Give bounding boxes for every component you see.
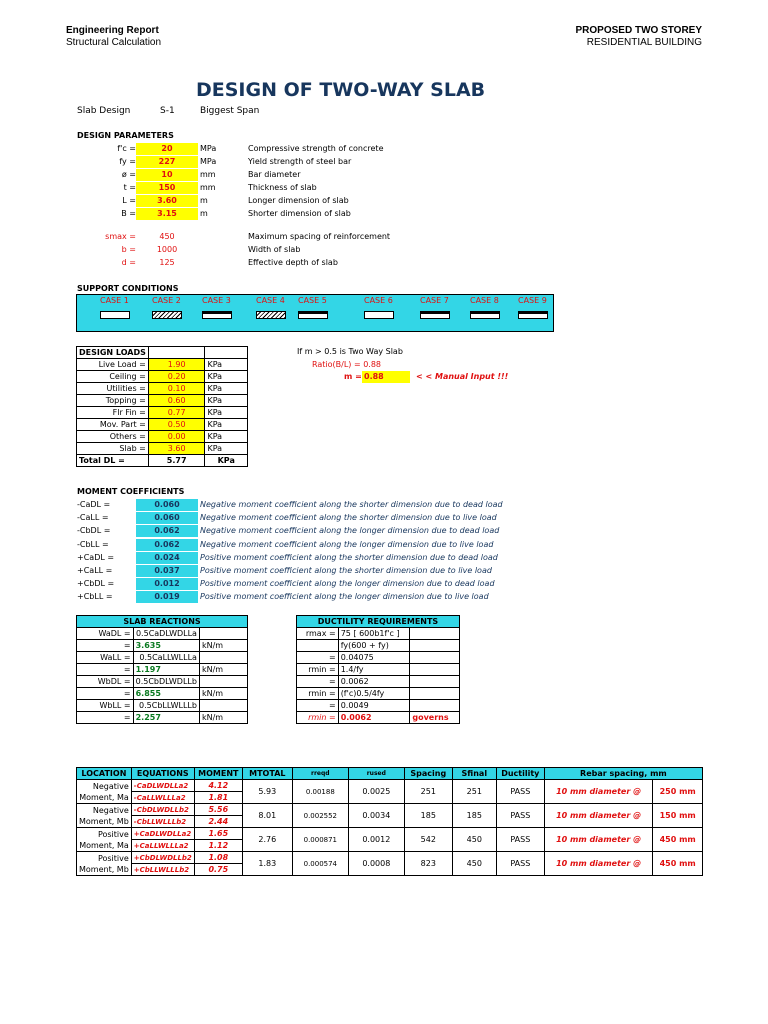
results-spacing: 185	[404, 804, 452, 828]
case-label: CASE 8	[470, 296, 499, 305]
results-bar-spacing: 150 mm	[653, 804, 703, 828]
results-equation: +CaLLWLLLa2	[131, 840, 194, 852]
reaction-unit: kN/m	[199, 688, 247, 700]
ductility-label: rmin =	[297, 688, 339, 700]
coef-desc: Negative moment coefficient along the shorter dimension due to live load	[200, 513, 497, 523]
ductility-value: 75 [ 600b1f'c ]	[338, 628, 410, 640]
results-header: EQUATIONS	[131, 768, 194, 780]
coef-value: 0.062	[136, 539, 198, 551]
results-rused: 0.0034	[348, 804, 404, 828]
results-spacing: 251	[404, 780, 452, 804]
ductility-extra	[410, 664, 460, 676]
header-right-title: PROPOSED TWO STOREY	[575, 25, 702, 36]
param-desc: Maximum spacing of reinforcement	[248, 232, 391, 241]
header-right-sub: RESIDENTIAL BUILDING	[586, 37, 702, 48]
results-bar: 10 mm diameter @	[544, 804, 653, 828]
case-slab-diagram[interactable]	[298, 311, 328, 319]
param-symbol: d =	[121, 258, 136, 267]
load-value[interactable]: 0.00	[148, 431, 205, 443]
results-spacing: 823	[404, 852, 452, 876]
results-header: rreqd	[292, 768, 348, 780]
reaction-label: =	[77, 712, 134, 724]
reaction-label: WbDL =	[77, 676, 134, 688]
results-rused: 0.0025	[348, 780, 404, 804]
case-label: CASE 2	[152, 296, 181, 305]
results-header: MOMENT	[194, 768, 242, 780]
results-table	[76, 767, 703, 876]
reaction-value: 6.855	[133, 688, 199, 700]
reaction-label: =	[77, 664, 134, 676]
param-symbol: ø =	[121, 170, 136, 179]
results-rused: 0.0012	[348, 828, 404, 852]
results-ductility: PASS	[496, 804, 544, 828]
param-desc: Yield strength of steel bar	[248, 157, 352, 166]
coef-value: 0.060	[136, 512, 198, 524]
param-symbol: b =	[121, 245, 136, 254]
load-unit: KPa	[205, 383, 248, 395]
case-label: CASE 7	[420, 296, 449, 305]
coef-symbol: +CbLL =	[77, 592, 113, 602]
param-value: 1000	[156, 245, 178, 254]
location-line: Moment, Ma	[79, 792, 129, 802]
reaction-label: WbLL =	[77, 700, 134, 712]
ductility-value: (f'c)0.5/4fy	[338, 688, 410, 700]
coef-value: 0.062	[136, 525, 198, 537]
reaction-label: WaLL =	[77, 652, 134, 664]
results-rreqd: 0.000574	[292, 852, 348, 876]
load-unit: KPa	[205, 395, 248, 407]
param-value[interactable]: 150	[136, 182, 198, 194]
results-ductility: PASS	[496, 780, 544, 804]
results-location	[77, 852, 132, 876]
two-way-note: If m > 0.5 is Two Way Slab	[297, 347, 403, 356]
case-label: CASE 3	[202, 296, 231, 305]
results-equation: -CbLLWLLLb2	[131, 816, 194, 828]
param-unit: mm	[200, 170, 216, 179]
results-mtotal: 5.93	[242, 780, 292, 804]
param-value: 450	[159, 232, 175, 241]
param-desc: Effective depth of slab	[248, 258, 338, 267]
case-slab-diagram[interactable]	[518, 311, 548, 319]
coef-symbol: +CbDL =	[77, 579, 115, 589]
results-header: MTOTAL	[242, 768, 292, 780]
total-dl-value: 5.77	[148, 455, 205, 467]
param-unit: m	[200, 196, 208, 205]
ductility-label: =	[297, 700, 339, 712]
case-label: CASE 5	[298, 296, 327, 305]
reaction-unit: kN/m	[199, 640, 247, 652]
ductility-value: 1.4/fy	[338, 664, 410, 676]
load-value[interactable]: 0.10	[148, 383, 205, 395]
results-rreqd: 0.00188	[292, 780, 348, 804]
manual-input-note: < < Manual Input !!!	[416, 372, 509, 381]
load-value[interactable]: 0.50	[148, 419, 205, 431]
ductility-value: 0.04075	[338, 652, 410, 664]
load-label: Others =	[77, 431, 149, 443]
load-value[interactable]: 0.60	[148, 395, 205, 407]
reaction-unit	[199, 628, 247, 640]
results-moment: 1.81	[194, 792, 242, 804]
results-sfinal: 185	[452, 804, 496, 828]
results-moment: 1.08	[194, 852, 242, 864]
coef-value: 0.019	[136, 591, 198, 603]
results-header: Sfinal	[452, 768, 496, 780]
ductility-value: 0.0062	[338, 676, 410, 688]
location-line: Moment, Ma	[79, 840, 129, 850]
slab-desc: Biggest Span	[200, 106, 260, 116]
param-symbol: smax =	[105, 232, 136, 241]
results-bar-spacing: 450 mm	[653, 828, 703, 852]
results-equation: -CbDLWDLLb2	[131, 804, 194, 816]
results-bar: 10 mm diameter @	[544, 828, 653, 852]
results-location	[77, 780, 132, 804]
ductility-extra	[410, 640, 460, 652]
reaction-unit	[199, 700, 247, 712]
coef-desc: Positive moment coefficient along the shorter dimension due to dead load	[200, 552, 498, 562]
case-slab-diagram[interactable]	[152, 311, 182, 319]
results-header: Ductility	[496, 768, 544, 780]
results-moment: 2.44	[194, 816, 242, 828]
moment-coef-heading: MOMENT COEFFICIENTS	[77, 487, 185, 496]
reaction-unit	[199, 676, 247, 688]
load-label: Live Load =	[77, 359, 149, 371]
reaction-value: 0.5CbLLWLLLb	[133, 700, 199, 712]
load-label: Mov. Part =	[77, 419, 149, 431]
coef-value: 0.024	[136, 552, 198, 564]
total-dl-label: Total DL =	[77, 455, 149, 467]
ductility-value: fy(600 + fy)	[338, 640, 410, 652]
results-mtotal: 8.01	[242, 804, 292, 828]
load-unit: KPa	[205, 419, 248, 431]
slab-design-label: Slab Design	[77, 106, 131, 116]
slab-reactions-table	[76, 615, 248, 724]
case-slab-diagram[interactable]	[256, 311, 286, 319]
results-header: LOCATION	[77, 768, 132, 780]
results-sfinal: 450	[452, 828, 496, 852]
results-rreqd: 0.002552	[292, 804, 348, 828]
support-heading: SUPPORT CONDITIONS	[77, 284, 179, 293]
case-label: CASE 4	[256, 296, 285, 305]
load-value[interactable]: 3.60	[148, 443, 205, 455]
location-line: Negative	[92, 805, 129, 815]
coef-desc: Positive moment coefficient along the shorter dimension due to live load	[200, 566, 492, 575]
results-header: Rebar spacing, mm	[544, 768, 702, 780]
ductility-label: rmin =	[297, 712, 339, 724]
load-label: Topping =	[77, 395, 149, 407]
results-moment: 1.12	[194, 840, 242, 852]
load-label: Flr Fin =	[77, 407, 149, 419]
results-equation: -CaDLWDLLa2	[131, 780, 194, 792]
results-equation: +CbDLWDLLb2	[131, 852, 194, 864]
param-value[interactable]: 10	[136, 169, 198, 181]
location-line: Moment, Mb	[79, 864, 129, 874]
coef-symbol: +CaLL =	[77, 566, 113, 575]
results-mtotal: 1.83	[242, 852, 292, 876]
param-desc: Compressive strength of concrete	[248, 144, 384, 153]
case-label: CASE 9	[518, 296, 547, 305]
results-spacing: 542	[404, 828, 452, 852]
reaction-value: 3.635	[133, 640, 199, 652]
param-desc: Longer dimension of slab	[248, 196, 349, 205]
loads-cell	[205, 347, 248, 359]
load-value[interactable]: 1.90	[148, 359, 205, 371]
param-unit: m	[200, 209, 208, 218]
ductility-label: rmax =	[297, 628, 339, 640]
load-unit: KPa	[205, 359, 248, 371]
load-value[interactable]: 0.77	[148, 407, 205, 419]
coef-symbol: -CaDL =	[77, 500, 111, 509]
results-moment: 4.12	[194, 780, 242, 792]
results-equation: +CaDLWDLLa2	[131, 828, 194, 840]
ductility-label: rmin =	[297, 664, 339, 676]
load-label: Ceiling =	[77, 371, 149, 383]
coef-symbol: -CaLL =	[77, 513, 109, 523]
reaction-label: =	[77, 640, 134, 652]
param-value[interactable]: 20	[136, 143, 198, 155]
coef-desc: Positive moment coefficient along the longer dimension due to live load	[200, 592, 489, 602]
results-bar: 10 mm diameter @	[544, 852, 653, 876]
ductility-label	[297, 640, 339, 652]
results-sfinal: 251	[452, 780, 496, 804]
header-left-title: Engineering Report	[66, 25, 159, 36]
design-params-heading: DESIGN PARAMETERS	[77, 131, 174, 140]
case-label: CASE 1	[100, 296, 129, 305]
results-bar: 10 mm diameter @	[544, 780, 653, 804]
param-desc: Shorter dimension of slab	[248, 209, 351, 218]
case-slab-diagram[interactable]	[420, 311, 450, 319]
coef-symbol: +CaDL =	[77, 552, 115, 562]
ductility-extra	[410, 688, 460, 700]
reaction-value: 1.197	[133, 664, 199, 676]
coef-desc: Negative moment coefficient along the longer dimension due to live load	[200, 539, 494, 549]
header-left-sub: Structural Calculation	[66, 37, 162, 48]
reaction-label: =	[77, 688, 134, 700]
results-ductility: PASS	[496, 852, 544, 876]
loads-cell	[148, 347, 205, 359]
param-desc: Bar diameter	[248, 170, 301, 179]
results-moment: 1.65	[194, 828, 242, 840]
case-slab-diagram[interactable]	[100, 311, 130, 319]
ductility-extra	[410, 628, 460, 640]
load-unit: KPa	[205, 443, 248, 455]
results-moment: 5.56	[194, 804, 242, 816]
param-unit: MPa	[200, 144, 217, 153]
coef-desc: Negative moment coefficient along the shorter dimension due to dead load	[200, 500, 503, 509]
slab-id: S-1	[160, 106, 175, 116]
reactions-heading: SLAB REACTIONS	[77, 616, 248, 628]
results-ductility: PASS	[496, 828, 544, 852]
reaction-value: 2.257	[133, 712, 199, 724]
results-bar-spacing: 250 mm	[653, 780, 703, 804]
param-unit: MPa	[200, 157, 217, 166]
load-unit: KPa	[205, 431, 248, 443]
ductility-heading: DUCTILITY REQUIREMENTS	[297, 616, 460, 628]
results-moment: 0.75	[194, 864, 242, 876]
results-bar-spacing: 450 mm	[653, 852, 703, 876]
page-title: DESIGN OF TWO-WAY SLAB	[196, 79, 486, 101]
total-dl-unit: KPa	[205, 455, 248, 467]
param-symbol: t =	[123, 183, 136, 192]
design-loads-table	[76, 346, 248, 467]
reaction-unit	[199, 652, 247, 664]
ductility-extra	[410, 700, 460, 712]
load-unit: KPa	[205, 407, 248, 419]
location-line: Negative	[92, 781, 129, 791]
case-slab-diagram[interactable]	[202, 311, 232, 319]
ductility-table	[296, 615, 460, 724]
ductility-label: =	[297, 652, 339, 664]
load-unit: KPa	[205, 371, 248, 383]
location-line: Positive	[97, 853, 129, 863]
load-label: Slab =	[77, 443, 149, 455]
load-label: Utilities =	[77, 383, 149, 395]
coef-symbol: -CbLL =	[77, 539, 109, 549]
m-value[interactable]: 0.88	[362, 371, 410, 383]
results-sfinal: 450	[452, 852, 496, 876]
reaction-value: 0.5CbDLWDLLb	[133, 676, 199, 688]
ratio-text: Ratio(B/L) = 0.88	[312, 360, 382, 369]
reaction-label: WaDL =	[77, 628, 134, 640]
ductility-value: 0.0062	[338, 712, 410, 724]
param-desc: Thickness of slab	[248, 183, 317, 192]
param-desc: Width of slab	[248, 245, 301, 254]
coef-desc: Positive moment coefficient along the longer dimension due to dead load	[200, 579, 495, 589]
results-rused: 0.0008	[348, 852, 404, 876]
param-value[interactable]: 3.60	[136, 195, 198, 207]
param-unit: mm	[200, 183, 216, 192]
case-slab-diagram[interactable]	[364, 311, 394, 319]
param-symbol: B =	[121, 209, 136, 218]
param-value[interactable]: 3.15	[136, 208, 198, 220]
param-symbol: L =	[122, 196, 136, 205]
location-line: Moment, Mb	[79, 816, 129, 826]
ductility-label: =	[297, 676, 339, 688]
ductility-extra	[410, 676, 460, 688]
reaction-value: 0.5CaDLWDLLa	[133, 628, 199, 640]
param-symbol: fy =	[119, 157, 136, 166]
loads-heading: DESIGN LOADS	[77, 347, 149, 359]
ductility-extra: governs	[410, 712, 460, 724]
param-value: 125	[159, 258, 175, 267]
case-slab-diagram[interactable]	[470, 311, 500, 319]
coef-value: 0.060	[136, 499, 198, 511]
results-rreqd: 0.000871	[292, 828, 348, 852]
ductility-extra	[410, 652, 460, 664]
coef-symbol: -CbDL =	[77, 526, 111, 536]
coef-value: 0.012	[136, 578, 198, 590]
param-value[interactable]: 227	[136, 156, 198, 168]
ductility-value: 0.0049	[338, 700, 410, 712]
reaction-value: 0.5CaLLWLLLa	[133, 652, 199, 664]
reaction-unit: kN/m	[199, 712, 247, 724]
case-label: CASE 6	[364, 296, 393, 305]
results-location	[77, 828, 132, 852]
coef-value: 0.037	[136, 565, 198, 577]
m-label: m =	[344, 372, 362, 381]
coef-desc: Negative moment coefficient along the longer dimension due to dead load	[200, 526, 500, 536]
load-value[interactable]: 0.20	[148, 371, 205, 383]
param-symbol: f'c =	[117, 144, 136, 153]
results-location	[77, 804, 132, 828]
results-equation: +CbLLWLLLb2	[131, 864, 194, 876]
results-header: Spacing	[404, 768, 452, 780]
results-mtotal: 2.76	[242, 828, 292, 852]
location-line: Positive	[97, 829, 129, 839]
results-equation: -CaLLWLLLa2	[131, 792, 194, 804]
reaction-unit: kN/m	[199, 664, 247, 676]
results-header: rused	[348, 768, 404, 780]
